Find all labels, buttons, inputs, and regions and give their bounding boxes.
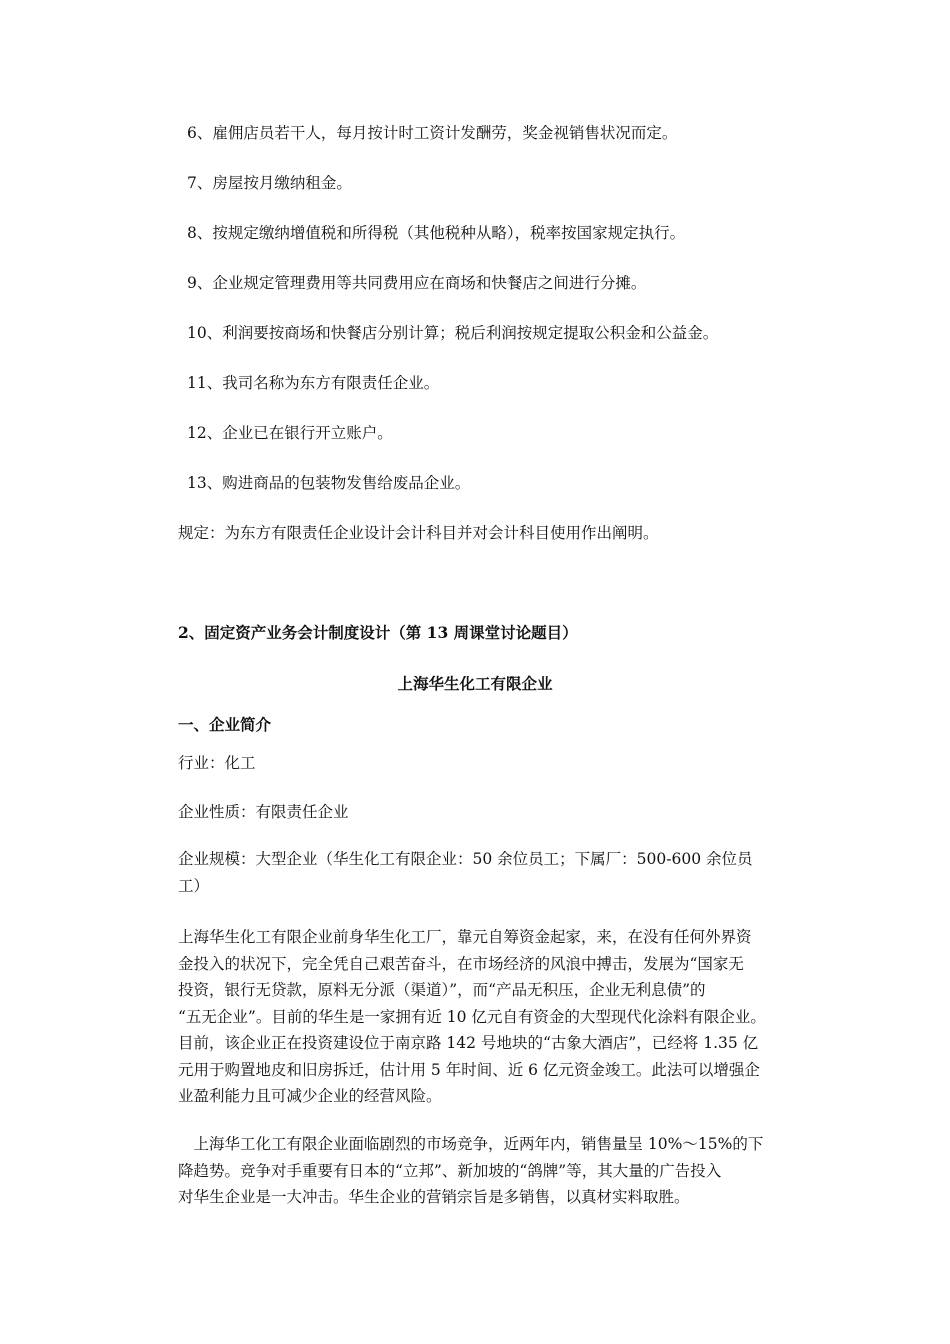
paragraph-line: 目前，该企业正在投资建设位于南京路 142 号地块的“古象大酒店”，已经将 1.35 亿 [178,1034,759,1052]
paragraph-line: 上海华生化工有限企业前身华生化工厂，靠元自筹资金起家，来，在没有任何外界资 [178,928,752,946]
scale-paragraph [178,846,810,899]
instruction-text: 规定：为东方有限责任企业设计会计科目并对会计科目使用作出阐明。 [178,524,659,542]
paragraph-line: “五无企业”。目前的华生是一家拥有近 10 亿元自有资金的大型现代化涂料有限企业。 [178,1007,766,1026]
paragraph-line: 元用于购置地皮和旧房拆迁，估计用 5 年时间、近 6 亿元资金竣工。此法可以增强企 [178,1060,760,1079]
requirement-item-12: 12、企业已在银行开立账户。 [187,424,393,442]
scale-line: 工） [178,876,210,895]
paragraph-line: 降趋势。竞争对手重要有日本的“立邦”、新加坡的“鸽牌”等，其大量的广告投入 [178,1161,722,1180]
paragraph-line: 上海华工化工有限企业面临剧烈的市场竞争，近两年内，销售量呈 10%～15%的下 [178,1135,764,1153]
intro-heading: 一、企业简介 [178,715,272,734]
company-title: 上海华生化工有限企业 [397,674,553,693]
requirement-item-7: 7、房屋按月缴纳租金。 [187,174,352,192]
paragraph-line: 投资，银行无贷款，原料无分派（渠道）”，而“产品无积压，企业无利息债”的 [178,981,706,999]
competition-paragraph [178,1131,810,1211]
requirement-item-10: 10、利润要按商场和快餐店分别计算；税后利润按规定提取公积金和公益金。 [187,324,719,342]
scale-line: 企业规模：大型企业（华生化工有限企业：50 余位员工；下属厂：500-600 余位员 [178,850,753,868]
company-description-paragraph [178,924,810,1110]
paragraph-line: 业盈利能力且可减少企业的经营风险。 [178,1087,442,1105]
industry-line: 行业：化工 [178,754,256,772]
requirement-item-9: 9、企业规定管理费用等共同费用应在商场和快餐店之间进行分摊。 [187,274,647,292]
paragraph-line: 对华生企业是一大冲击。华生企业的营销宗旨是多销售，以真材实料取胜。 [178,1188,690,1206]
requirement-item-6: 6、雇佣店员若干人，每月按计时工资计发酬劳，奖金视销售状况而定。 [187,124,678,142]
section-heading: 2、固定资产业务会计制度设计（第 13 周课堂讨论题目） [178,623,578,642]
requirement-item-8: 8、按规定缴纳增值税和所得税（其他税种从略），税率按国家规定执行。 [187,224,686,242]
paragraph-line: 金投入的状况下，完全凭自己艰苦奋斗，在市场经济的风浪中搏击，发展为“国家无 [178,954,744,973]
requirement-item-11: 11、我司名称为东方有限责任企业。 [187,374,440,392]
requirement-item-13: 13、购进商品的包装物发售给废品企业。 [187,474,471,492]
nature-line: 企业性质：有限责任企业 [178,803,349,821]
